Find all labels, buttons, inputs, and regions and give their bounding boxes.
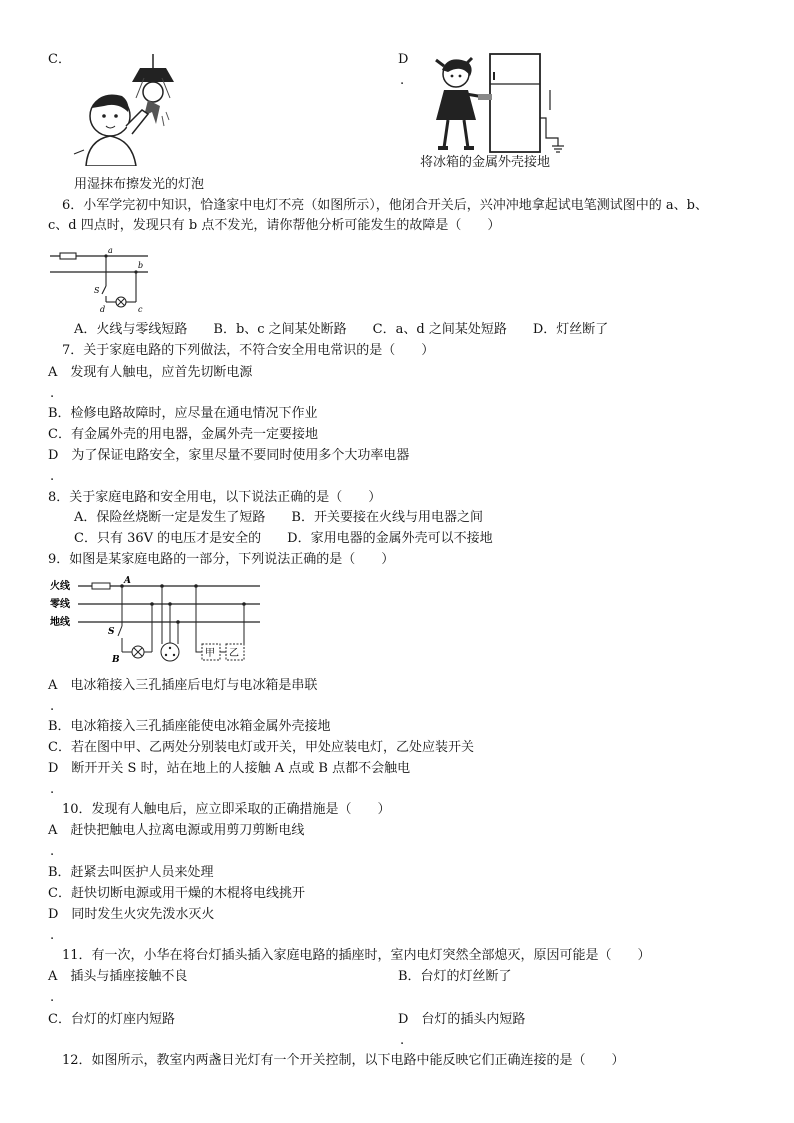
wet-cloth-lamp-illustration — [70, 54, 200, 166]
q12-stem: 12．如图所示，教室内两盏日光灯有一个开关控制，以下电路中能反映它们正确连接的是（ ） — [62, 1053, 625, 1068]
q5-option-c-caption: 用湿抹布擦发光的灯泡 — [74, 177, 205, 192]
q7-stem: 7．关于家庭电路的下列做法，不符合安全用电常识的是（ ） — [62, 343, 435, 358]
fridge-grounding-illustration — [418, 50, 568, 158]
q7-option-a-dot: . — [50, 386, 55, 401]
q10-stem: 10．发现有人触电后，应立即采取的正确措施是（ ） — [62, 802, 391, 817]
q11-option-b: B．台灯的灯丝断了 — [398, 969, 512, 984]
q9-label-b: B — [112, 655, 120, 665]
q10-option-c: C．赶快切断电源或用干燥的木棍将电线挑开 — [48, 886, 305, 901]
q8-options-row2: C．只有 36V 的电压才是安全的 D．家用电器的金属外壳可以不接地 — [74, 531, 493, 546]
q7-option-c: C．有金属外壳的用电器，金属外壳一定要接地 — [48, 427, 318, 442]
q9-option-a: A 电冰箱接入三孔插座后电灯与电冰箱是串联 — [48, 678, 318, 693]
q9-option-b: B．电冰箱接入三孔插座能使电冰箱金属外壳接地 — [48, 719, 331, 734]
q8-stem: 8．关于家庭电路和安全用电，以下说法正确的是（ ） — [48, 490, 382, 505]
q9-household-circuit-diagram — [48, 574, 264, 670]
q9-label-s: S — [108, 627, 115, 637]
q9-label-a: A — [124, 576, 131, 586]
q11-stem: 11．有一次，小华在将台灯插头插入家庭电路的插座时，室内电灯突然全部熄灭，原因可能是（ ） — [62, 948, 651, 963]
q6-circuit-diagram — [48, 244, 158, 314]
q9-stem: 9．如图是某家庭电路的一部分，下列说法正确的是（ ） — [48, 552, 395, 567]
q6-stem-line2: c、d 四点时，发现只有 b 点不发光，请你帮他分析可能发生的故障是（ ） — [48, 218, 501, 233]
q5-option-d-dot: . — [400, 73, 405, 88]
q10-option-d-dot: . — [50, 928, 55, 943]
q9-label-ground: 地线 — [50, 617, 70, 628]
q6-stem-line1: 6．小军学完初中知识，恰逢家中电灯不亮（如图所示），他闭合开关后，兴冲冲地拿起试电笔测试图中的 a、b、 — [62, 198, 708, 213]
q7-option-d-dot: . — [50, 469, 55, 484]
q6-label-s: S — [94, 286, 100, 295]
q10-option-a-dot: . — [50, 844, 55, 859]
q5-option-d-caption: 将冰箱的金属外壳接地 — [420, 155, 551, 170]
q8-options-row1: A．保险丝烧断一定是发生了短路 B．开关要接在火线与用电器之间 — [74, 510, 483, 525]
q6-label-c: c — [138, 305, 143, 314]
q9-option-d-dot: . — [50, 782, 55, 797]
q10-option-a: A 赶快把触电人拉离电源或用剪刀剪断电线 — [48, 823, 305, 838]
q11-option-a: A 插头与插座接触不良 — [48, 969, 188, 984]
q5-option-d-label: D — [398, 52, 409, 67]
q9-option-d: D 断开开关 S 时，站在地上的人接触 A 点或 B 点都不会触电 — [48, 761, 411, 776]
q6-label-b: b — [138, 261, 144, 270]
q10-option-d: D 同时发生火灾先泼水灭火 — [48, 907, 215, 922]
q9-option-c: C．若在图中甲、乙两处分别装电灯或开关，甲处应装电灯，乙处应装开关 — [48, 740, 474, 755]
q6-label-a: a — [108, 246, 113, 255]
q9-label-live: 火线 — [50, 581, 70, 592]
q11-option-d-dot: . — [400, 1033, 405, 1048]
q6-options: A．火线与零线短路 B．b、c 之间某处断路 C．a、d 之间某处短路 D．灯丝断了 — [74, 322, 609, 337]
q11-option-c: C．台灯的灯座内短路 — [48, 1012, 175, 1027]
q9-label-yi: 乙 — [229, 648, 239, 659]
q10-option-b: B．赶紧去叫医护人员来处理 — [48, 865, 214, 880]
q6-label-d: d — [100, 305, 106, 314]
q7-option-d: D 为了保证电路安全，家里尽量不要同时使用多个大功率电器 — [48, 448, 410, 463]
q7-option-a: A 发现有人触电，应首先切断电源 — [48, 365, 253, 380]
q9-option-a-dot: . — [50, 699, 55, 714]
q7-option-b: B．检修电路故障时，应尽量在通电情况下作业 — [48, 406, 318, 421]
q5-option-c-label: C． — [48, 52, 71, 67]
q11-option-a-dot: . — [50, 990, 55, 1005]
q9-label-jia: 甲 — [205, 648, 215, 659]
q11-option-d: D 台灯的插头内短路 — [398, 1012, 526, 1027]
q9-label-neutral: 零线 — [50, 599, 70, 610]
